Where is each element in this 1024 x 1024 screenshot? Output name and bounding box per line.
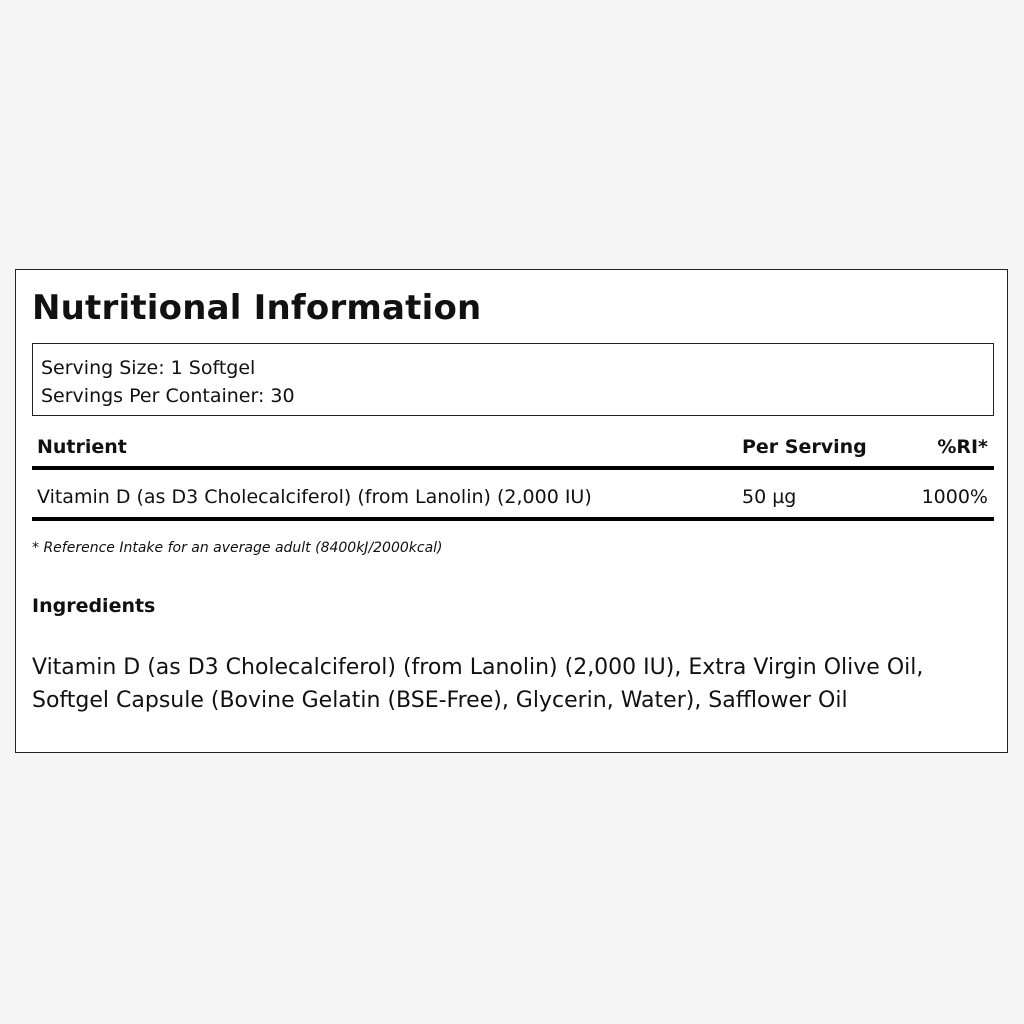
servings-per-container: Servings Per Container: 30 bbox=[41, 385, 295, 407]
header-ri: %RI* bbox=[937, 436, 988, 458]
serving-size: Serving Size: 1 Softgel bbox=[41, 357, 256, 379]
serving-info-box bbox=[32, 343, 994, 416]
nutrition-panel bbox=[15, 269, 1008, 753]
nutrient-table bbox=[32, 430, 994, 521]
table-bottom-divider bbox=[32, 517, 994, 521]
nutrient-name: Vitamin D (as D3 Cholecalciferol) (from Lanolin) (2,000 IU) bbox=[37, 486, 592, 508]
panel-title: Nutritional Information bbox=[32, 288, 482, 328]
table-header-row bbox=[32, 430, 994, 466]
header-nutrient: Nutrient bbox=[37, 436, 127, 458]
ri-footnote: * Reference Intake for an average adult (8400kJ/2000kcal) bbox=[32, 540, 443, 556]
ingredients-heading: Ingredients bbox=[32, 595, 156, 617]
ri-value: 1000% bbox=[921, 486, 988, 508]
header-per-serving: Per Serving bbox=[742, 436, 867, 458]
per-serving-value: 50 µg bbox=[742, 486, 797, 508]
table-row bbox=[32, 470, 994, 517]
ingredients-text: Vitamin D (as D3 Cholecalciferol) (from Lanolin) (2,000 IU), Extra Virgin Olive Oil, Softgel Capsule (Bovine Gelatin (BSE-Free), Glycerin, Water), Safflower Oil bbox=[32, 655, 924, 713]
